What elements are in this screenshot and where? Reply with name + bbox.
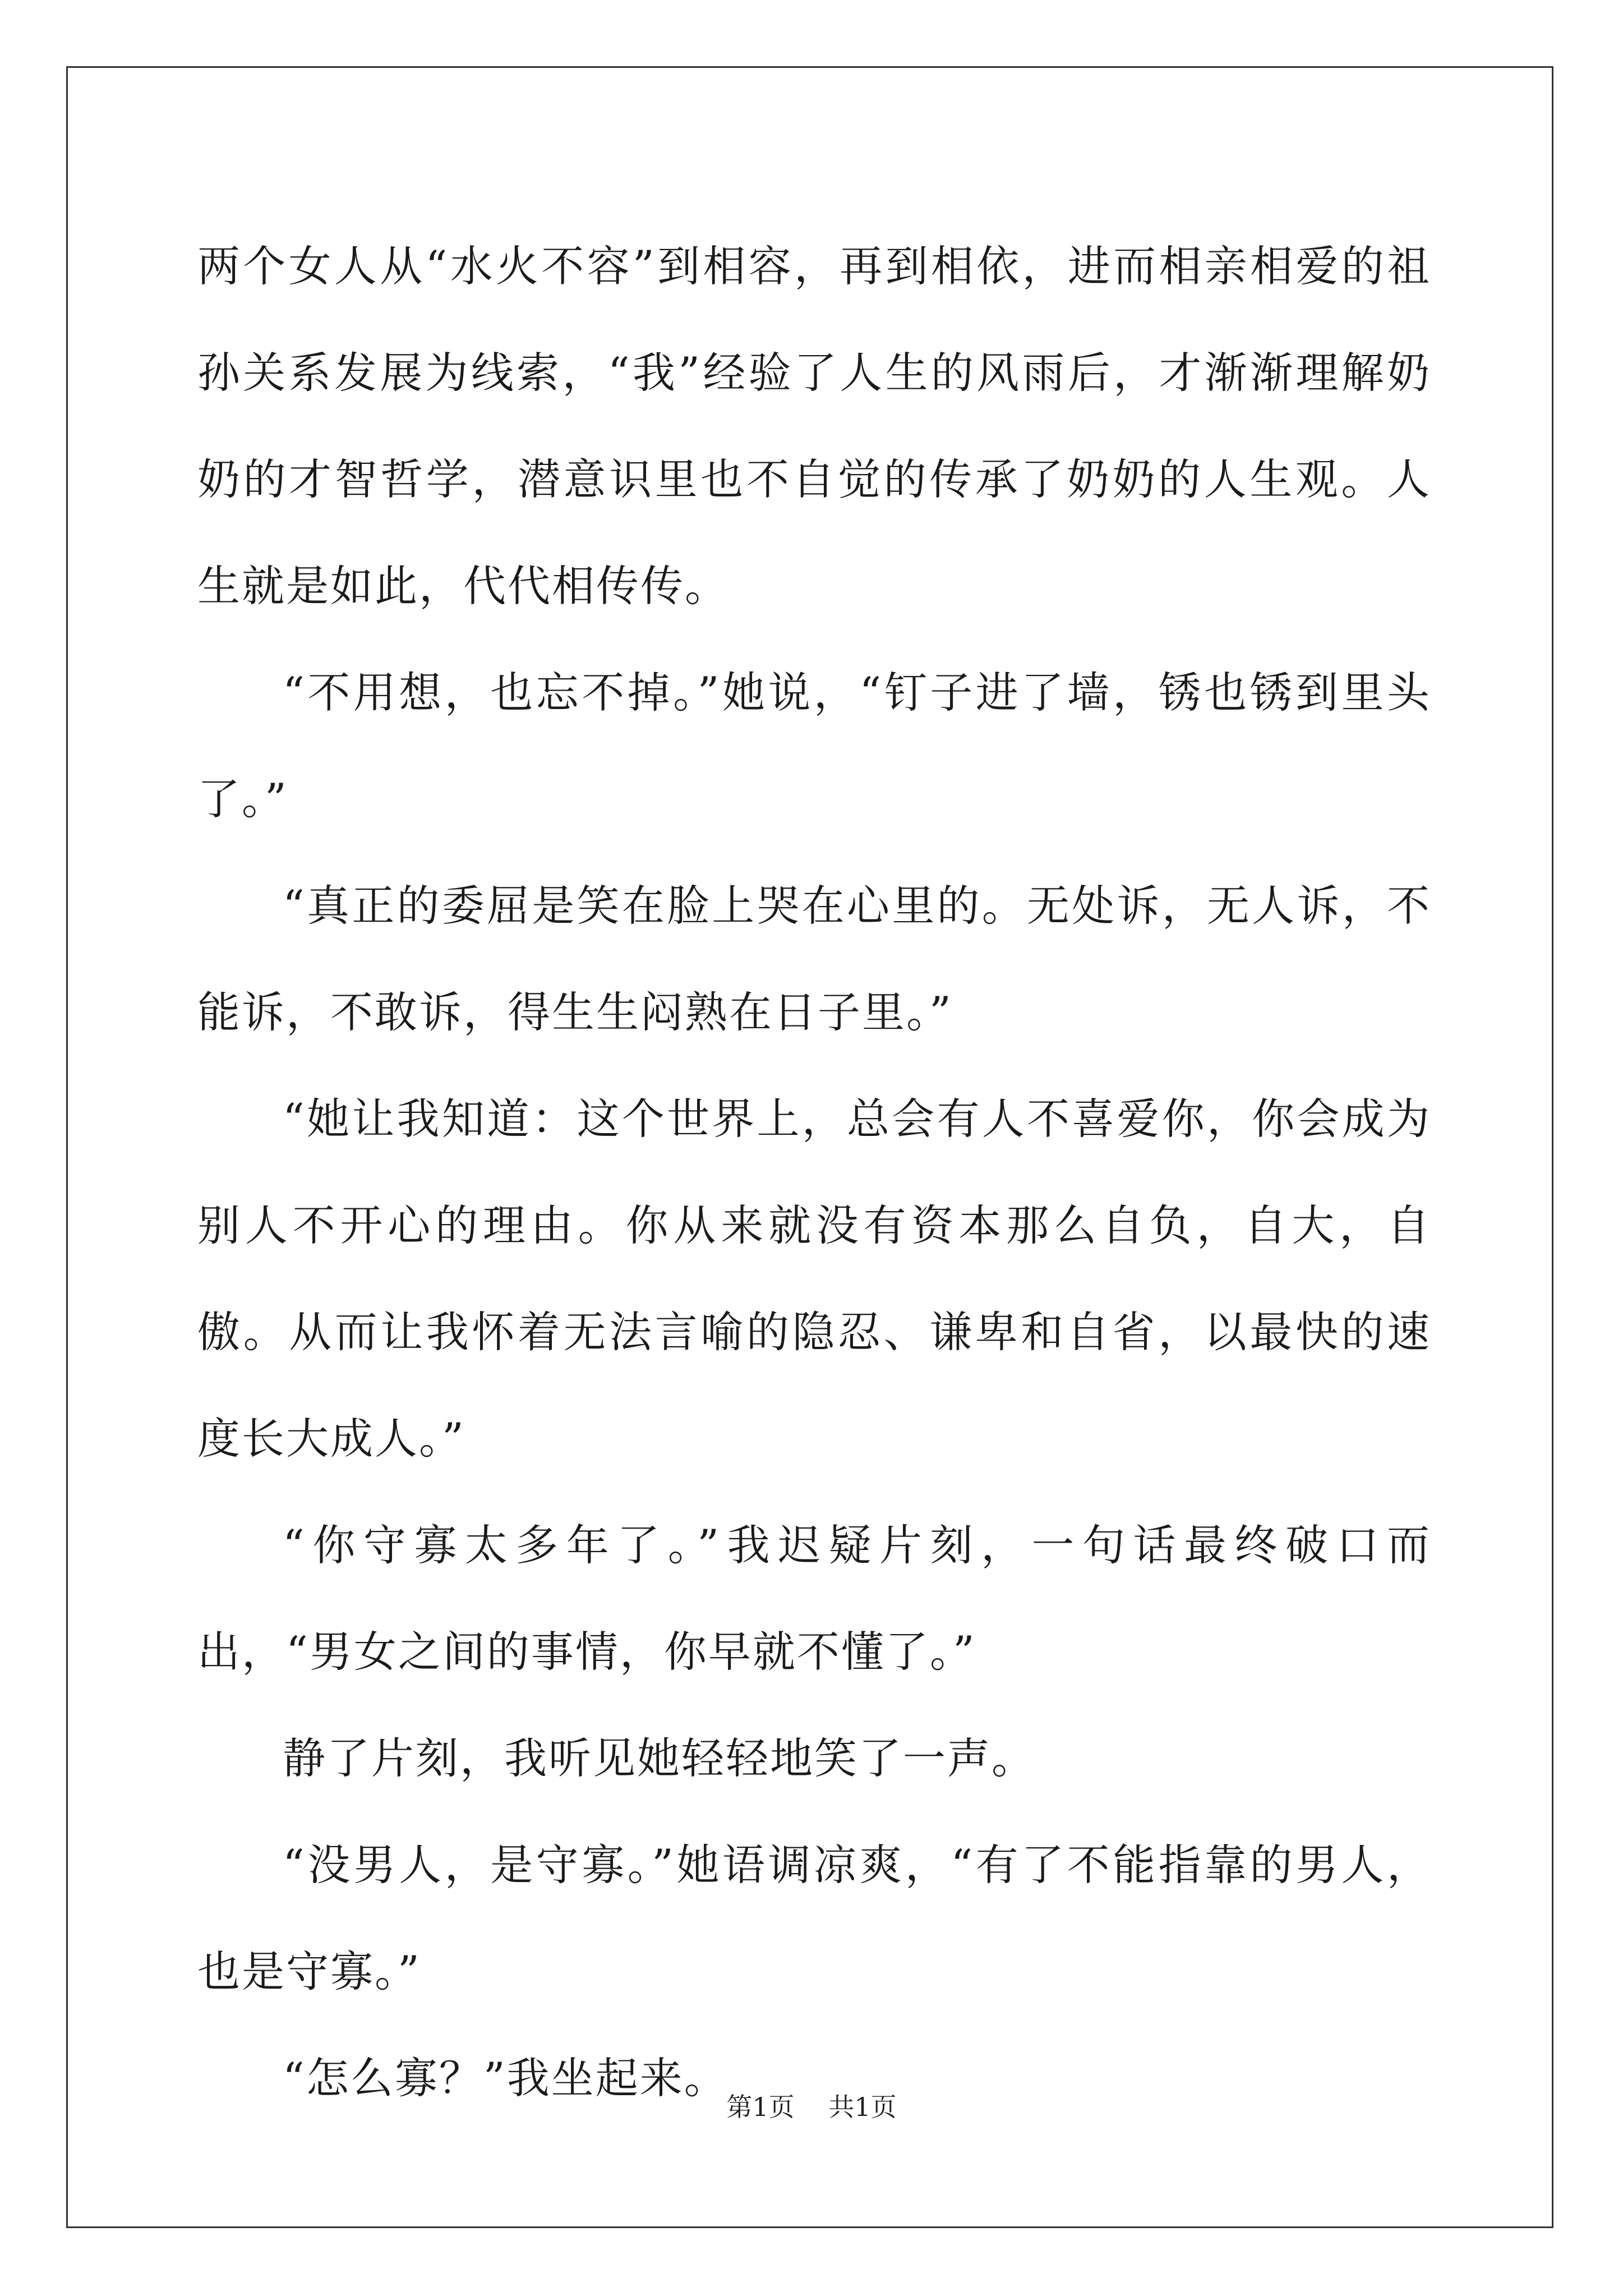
paragraph: 静了片刻，我听见她轻轻地笑了一声。: [283, 1733, 1036, 1783]
paragraph: “没男人，是守寡。”她语调凉爽，“有了不能指靠的男人，也是守寡。”: [197, 1840, 1431, 1996]
paragraph: “不用想，也忘不掉。”她说，“钉子进了墙，锈也锈到里头了。”: [197, 668, 1431, 824]
page-footer: [0, 2087, 1623, 2124]
page-total: 共1页: [828, 2092, 897, 2122]
paragraph: “怎么寡？”我坐起来。: [283, 2053, 728, 2103]
paragraph: “真正的委屈是笑在脸上哭在心里的。无处诉，无人诉，不能诉，不敢诉，得生生闷熟在日子里。”: [197, 881, 1431, 1037]
paragraph: “你守寡太多年了。”我迟疑片刻，一句话最终破口而出，“男女之间的事情，你早就不懂了。”: [197, 1520, 1431, 1677]
paragraph: 两个女人从“水火不容”到相容，再到相依，进而相亲相爱的祖孙关系发展为线索，“我”经验了人生的风雨后，才渐渐理解奶奶的才智哲学，潜意识里也不自觉的传承了奶奶的人生观。人生就是如此，代代相传传。: [197, 241, 1431, 611]
paragraph: “她让我知道：这个世界上，总会有人不喜爱你，你会成为别人不开心的理由。你从来就没有资本那么自负，自大，自傲。从而让我怀着无法言喻的隐忍、谦卑和自省，以最快的速度长大成人。”: [197, 1094, 1431, 1464]
document-body: [197, 213, 1431, 2132]
page-number: 第1页: [726, 2092, 795, 2122]
